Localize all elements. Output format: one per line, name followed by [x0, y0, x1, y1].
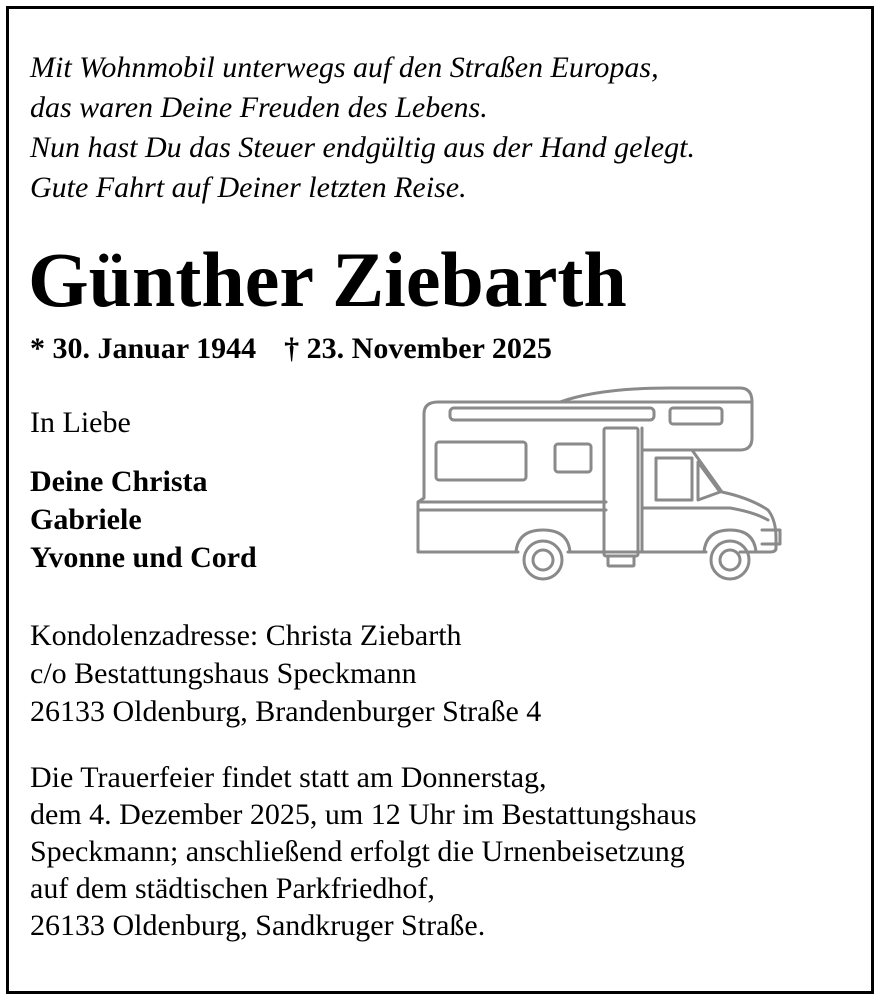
camper-van-icon — [410, 380, 782, 590]
memorial-poem — [30, 48, 695, 208]
life-dates — [30, 331, 552, 367]
mourners-list — [30, 463, 257, 577]
address-line: 26133 Oldenburg, Brandenburger Straße 4 — [30, 695, 542, 728]
deceased-name: Günther Ziebarth — [28, 236, 627, 323]
ceremony-line: dem 4. Dezember 2025, um 12 Uhr im Bestattungshaus — [30, 798, 697, 831]
ceremony-line: Speckmann; anschließend erfolgt die Urnenbeisetzung — [30, 835, 685, 868]
in-love-phrase: In Liebe — [30, 406, 131, 439]
poem-line: Mit Wohnmobil unterwegs auf den Straßen Europas, — [30, 51, 659, 84]
address-line: Kondolenzadresse: Christa Ziebarth — [30, 619, 462, 652]
ceremony-line: Die Trauerfeier findet statt am Donnerstag, — [30, 761, 547, 794]
address-line: c/o Bestattungshaus Speckmann — [30, 657, 417, 690]
birth-date: * 30. Januar 1944 — [30, 332, 257, 365]
mourner-name: Deine Christa — [30, 465, 208, 498]
poem-line: Nun hast Du das Steuer endgültig aus der Hand gelegt. — [30, 131, 695, 164]
mourner-name: Yvonne und Cord — [30, 541, 257, 574]
ceremony-line: auf dem städtischen Parkfriedhof, — [30, 872, 435, 905]
poem-line: Gute Fahrt auf Deiner letzten Reise. — [30, 171, 467, 204]
ceremony-line: 26133 Oldenburg, Sandkruger Straße. — [30, 909, 486, 942]
funeral-ceremony-info — [30, 759, 697, 944]
death-date: † 23. November 2025 — [284, 332, 552, 365]
mourner-name: Gabriele — [30, 503, 142, 536]
condolence-address — [30, 617, 541, 731]
poem-line: das waren Deine Freuden des Lebens. — [30, 91, 488, 124]
